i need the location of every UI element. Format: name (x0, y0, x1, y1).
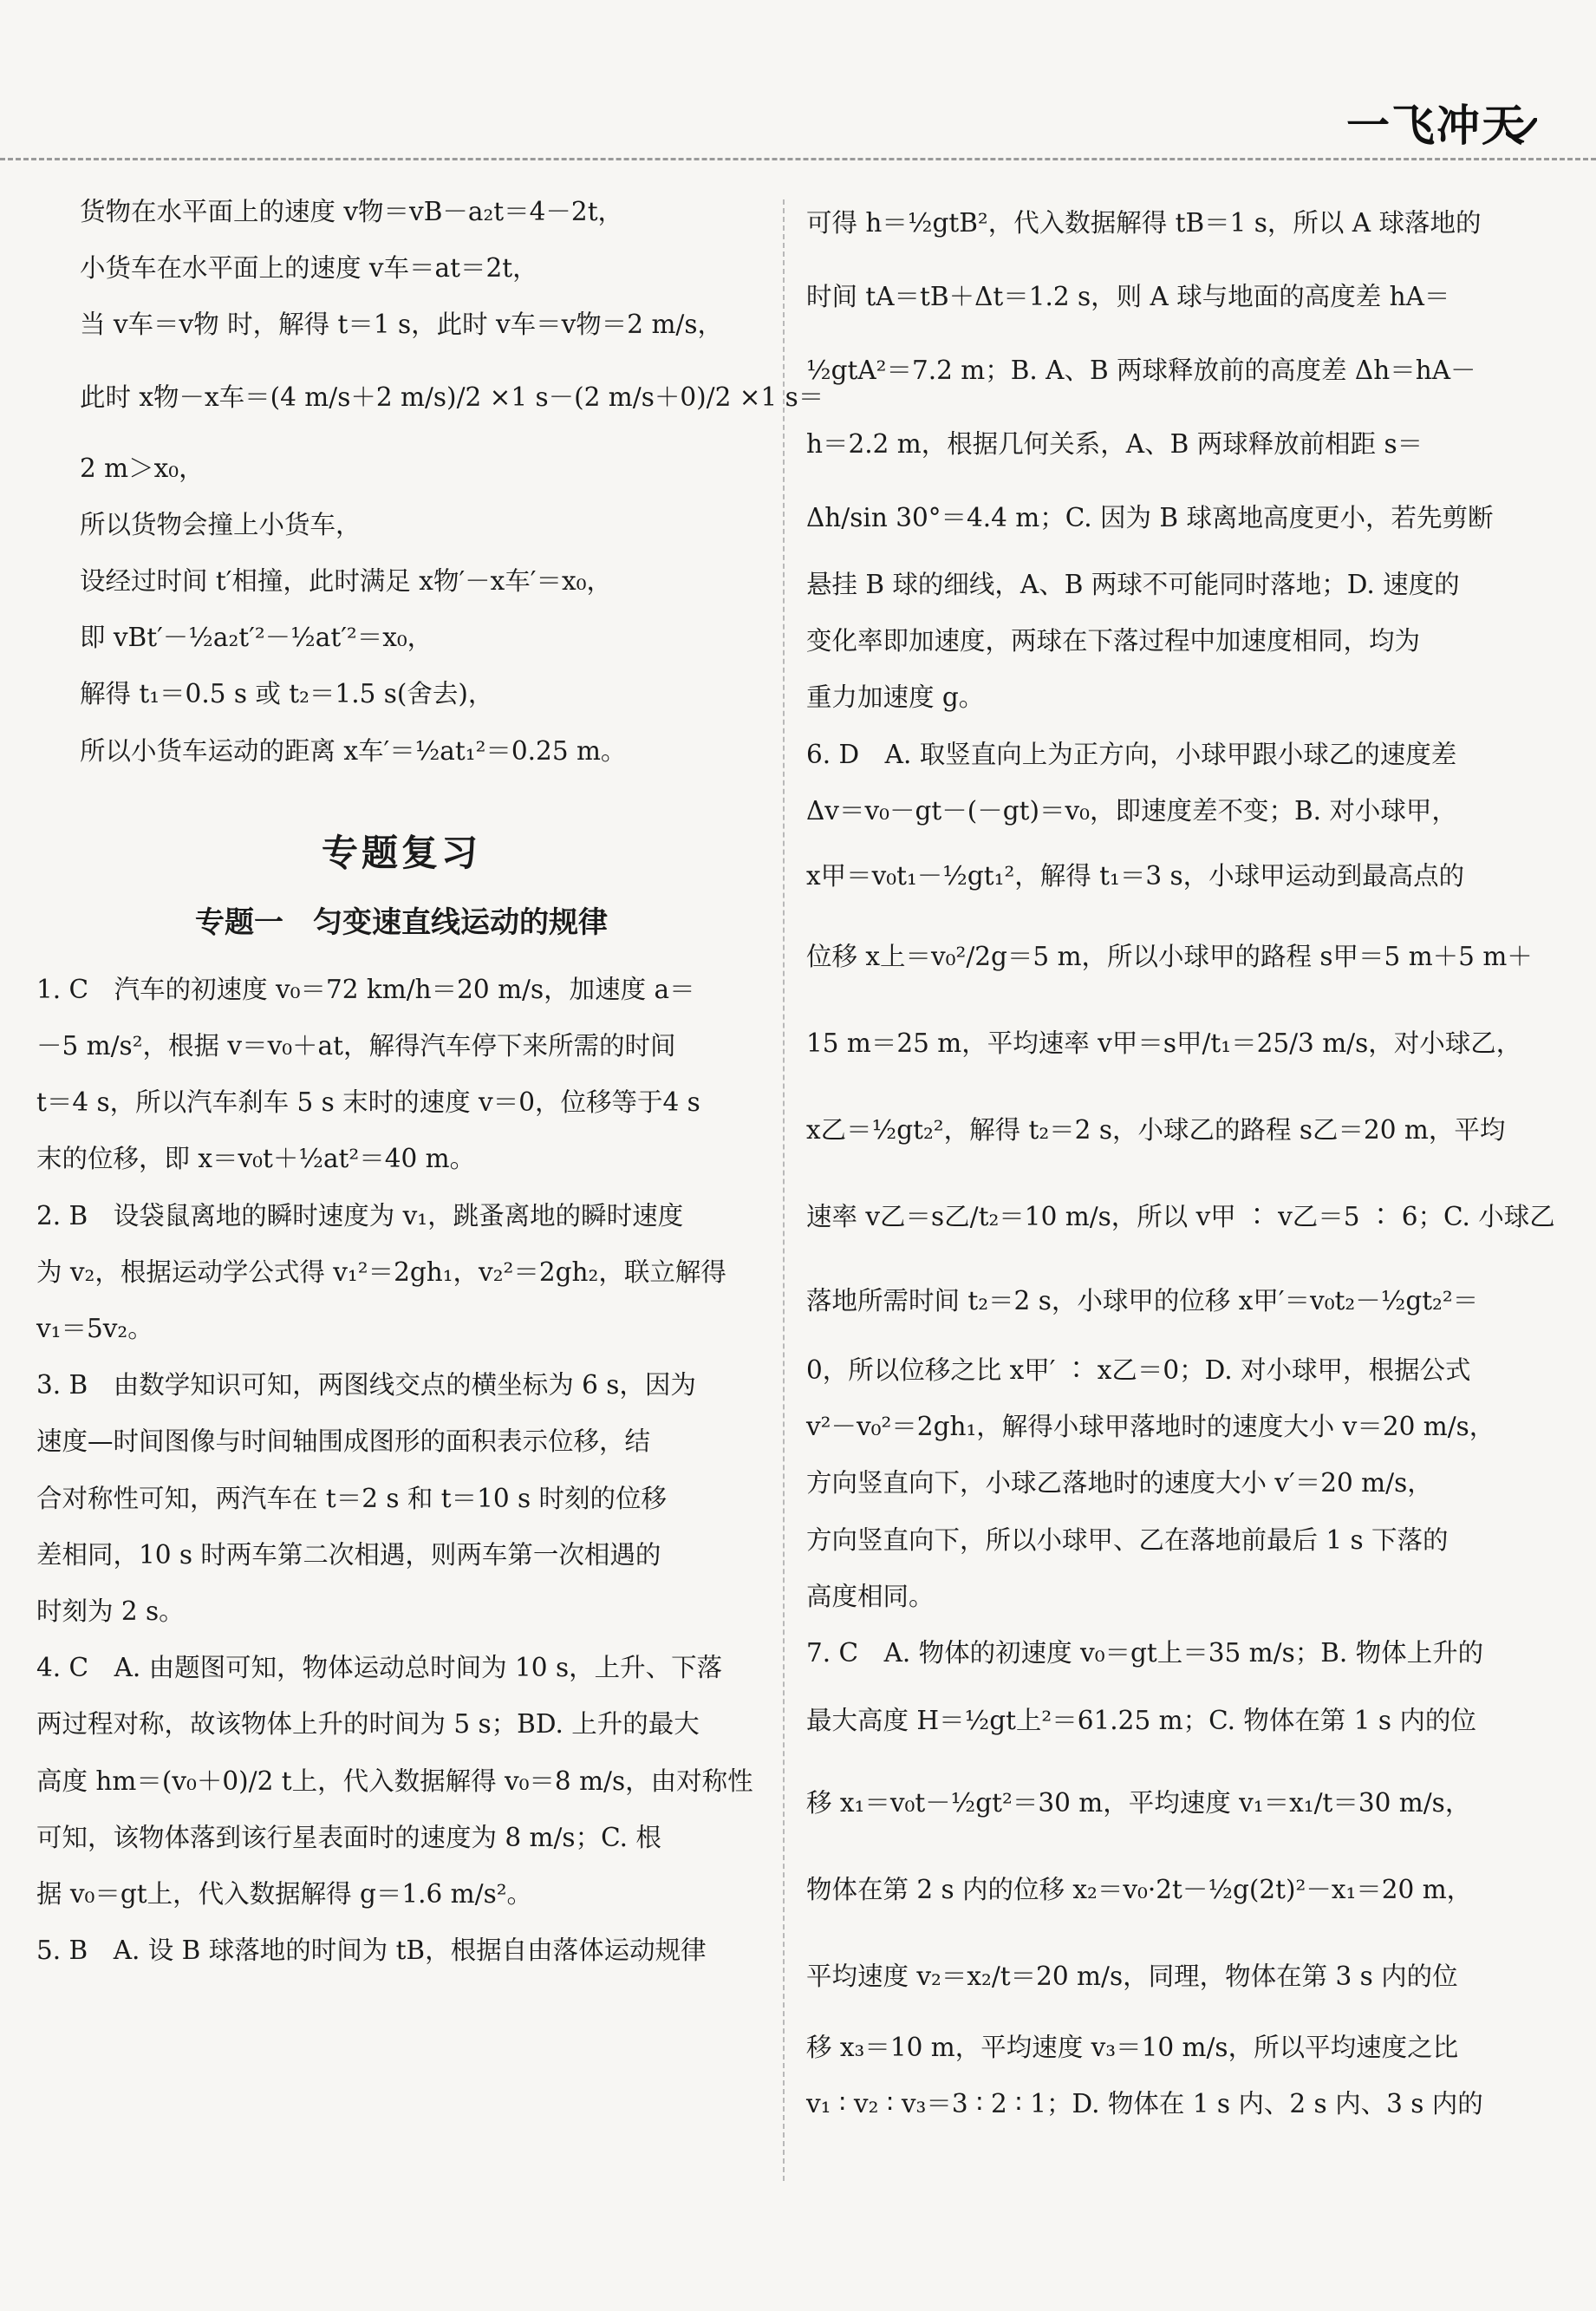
answer-line: 15 m＝25 m，平均速率 v甲＝s甲/t₁＝25/3 m/s，对小球乙， (806, 1028, 1522, 1059)
brand-logo: 一飞冲天 (1346, 101, 1527, 151)
answer-line: 移 x₃＝10 m，平均速度 v₃＝10 m/s，所以平均速度之比 (806, 2033, 1459, 2063)
answer-line: 4. C A. 由题图可知，物体运动总时间为 10 s，上升、下落 (36, 1653, 723, 1683)
swoosh-icon (1506, 118, 1537, 142)
answer-line: h＝2.2 m，根据几何关系，A、B 两球释放前相距 s＝ (806, 429, 1423, 459)
answer-line: 1. C 汽车的初速度 v₀＝72 km/h＝20 m/s，加速度 a＝ (36, 974, 695, 1004)
answer-line: 平均速度 v₂＝x₂/t＝20 m/s，同理，物体在第 3 s 内的位 (806, 1962, 1458, 1992)
answer-line: 时刻为 2 s。 (36, 1596, 185, 1627)
text-line: 小货车在水平面上的速度 v车＝at＝2t， (80, 253, 538, 284)
left-column (36, 184, 824, 1979)
answer-line: 悬挂 B 球的细线，A、B 两球不可能同时落地；D. 速度的 (806, 570, 1460, 599)
answer-line: －5 m/s²，根据 v＝v₀＋at，解得汽车停下来所需的时间 (36, 1031, 676, 1061)
answer-line: 最大高度 H＝½gt上²＝61.25 m；C. 物体在第 1 s 内的位 (806, 1706, 1476, 1736)
right-column (806, 184, 1555, 2133)
answer-line: 移 x₁＝v₀t－½gt²＝30 m，平均速度 v₁＝x₁/t＝30 m/s， (806, 1788, 1471, 1818)
answer-line: Δv＝v₀－gt－(－gt)＝v₀，即速度差不变；B. 对小球甲， (806, 795, 1457, 826)
text-line: 设经过时间 t′相撞，此时满足 x物′－x车′＝x₀， (80, 566, 612, 597)
subsection-title: 专题一 匀变速直线运动的规律 (195, 904, 608, 940)
answer-line: 落地所需时间 t₂＝2 s，小球甲的位移 x甲′＝v₀t₂－½gt₂²＝ (806, 1286, 1479, 1316)
text-line: 此时 x物－x车＝(4 m/s＋2 m/s)/2 ×1 s－(2 m/s＋0)/2 ×1 s＝ (80, 382, 824, 412)
answer-line: v₁ ∶ v₂ ∶ v₃＝3 ∶ 2 ∶ 1；D. 物体在 1 s 内、2 s 内、3 s 内的 (806, 2089, 1483, 2119)
answer-line: v₁＝5v₂。 (36, 1314, 153, 1344)
text-line: 所以小货车运动的距离 x车′＝½at₁²＝0.25 m。 (80, 735, 627, 766)
header-rule (0, 158, 1596, 160)
answer-line: ½gtA²＝7.2 m；B. A、B 两球释放前的高度差 Δh＝hA－ (806, 356, 1476, 385)
text-line: 当 v车＝v物 时，解得 t＝1 s，此时 v车＝v物＝2 m/s， (80, 310, 724, 340)
answer-line: 速度—时间图像与时间轴围成图形的面积表示位移，结 (36, 1426, 651, 1457)
answer-line: x乙＝½gt₂²，解得 t₂＝2 s，小球乙的路程 s乙＝20 m，平均 (806, 1115, 1506, 1146)
answer-line: 为 v₂，根据运动学公式得 v₁²＝2gh₁，v₂²＝2gh₂，联立解得 (36, 1257, 726, 1287)
answer-line: 差相同，10 s 时两车第二次相遇，则两车第一次相遇的 (36, 1539, 661, 1570)
answer-line: 两过程对称，故该物体上升的时间为 5 s；BD. 上升的最大 (36, 1709, 700, 1740)
section-title: 专题复习 (321, 831, 481, 874)
answer-line: 位移 x上＝v₀²/2g＝5 m，所以小球甲的路程 s甲＝5 m＋5 m＋ (806, 942, 1533, 972)
answer-line: 7. C A. 物体的初速度 v₀＝gt上＝35 m/s；B. 物体上升的 (806, 1638, 1484, 1668)
answer-line: 可知，该物体落到该行星表面时的速度为 8 m/s；C. 根 (36, 1822, 661, 1852)
answer-line: v²－v₀²＝2gh₁，解得小球甲落地时的速度大小 v＝20 m/s， (806, 1412, 1495, 1442)
text-line: 即 vBt′－½a₂t′²－½at′²＝x₀， (80, 623, 433, 653)
answer-line: 5. B A. 设 B 球落地的时间为 tB，根据自由落体运动规律 (36, 1936, 707, 1966)
answer-line: 变化率即加速度，两球在下落过程中加速度相同，均为 (806, 626, 1421, 656)
text-line: 解得 t₁＝0.5 s 或 t₂＝1.5 s(舍去)， (80, 679, 494, 709)
answer-line: 方向竖直向下，小球乙落地时的速度大小 v′＝20 m/s， (806, 1468, 1433, 1498)
column-divider (783, 199, 785, 2181)
answer-line: 3. B 由数学知识可知，两图线交点的横坐标为 6 s，因为 (36, 1370, 696, 1400)
answer-line: x甲＝v₀t₁－½gt₁²，解得 t₁＝3 s，小球甲运动到最高点的 (806, 861, 1465, 891)
answer-line: Δh/sin 30°＝4.4 m；C. 因为 B 球离地高度更小，若先剪断 (806, 503, 1494, 532)
answer-line: 高度相同。 (806, 1581, 935, 1611)
answer-line: 时间 tA＝tB＋Δt＝1.2 s，则 A 球与地面的高度差 hA＝ (806, 282, 1450, 311)
answer-line: 据 v₀＝gt上，代入数据解得 g＝1.6 m/s²。 (36, 1879, 533, 1910)
text-line: 2 m＞x₀， (80, 453, 205, 483)
answer-line: 末的位移，即 x＝v₀t＋½at²＝40 m。 (36, 1144, 476, 1174)
answer-line: 重力加速度 g。 (806, 682, 985, 713)
answer-line: 合对称性可知，两汽车在 t＝2 s 和 t＝10 s 时刻的位移 (36, 1483, 668, 1513)
answer-line: t＝4 s，所以汽车刹车 5 s 末时的速度 v＝0，位移等于4 s (36, 1087, 700, 1118)
answer-line: 方向竖直向下，所以小球甲、乙在落地前最后 1 s 下落的 (806, 1524, 1449, 1555)
answer-line: 可得 h＝½gtB²，代入数据解得 tB＝1 s，所以 A 球落地的 (806, 208, 1482, 238)
answer-line: 2. B 设袋鼠离地的瞬时速度为 v₁，跳蚤离地的瞬时速度 (36, 1200, 684, 1231)
answer-line: 高度 hm＝(v₀＋0)/2 t上，代入数据解得 v₀＝8 m/s，由对称性 (36, 1766, 753, 1796)
answer-line: 物体在第 2 s 内的位移 x₂＝v₀·2t－½g(2t)²－x₁＝20 m， (806, 1875, 1473, 1905)
answer-line: 0，所以位移之比 x甲′ ∶ x乙＝0；D. 对小球甲，根据公式 (806, 1355, 1471, 1386)
text-line: 所以货物会撞上小货车， (80, 509, 362, 539)
answer-line: 6. D A. 取竖直向上为正方向，小球甲跟小球乙的速度差 (806, 739, 1457, 769)
answer-line: 速率 v乙＝s乙/t₂＝10 m/s，所以 v甲 ∶ v乙＝5 ∶ 6；C. 小球乙 (806, 1202, 1555, 1232)
text-line: 货物在水平面上的速度 v物＝vB－a₂t＝4－2t， (80, 197, 624, 226)
